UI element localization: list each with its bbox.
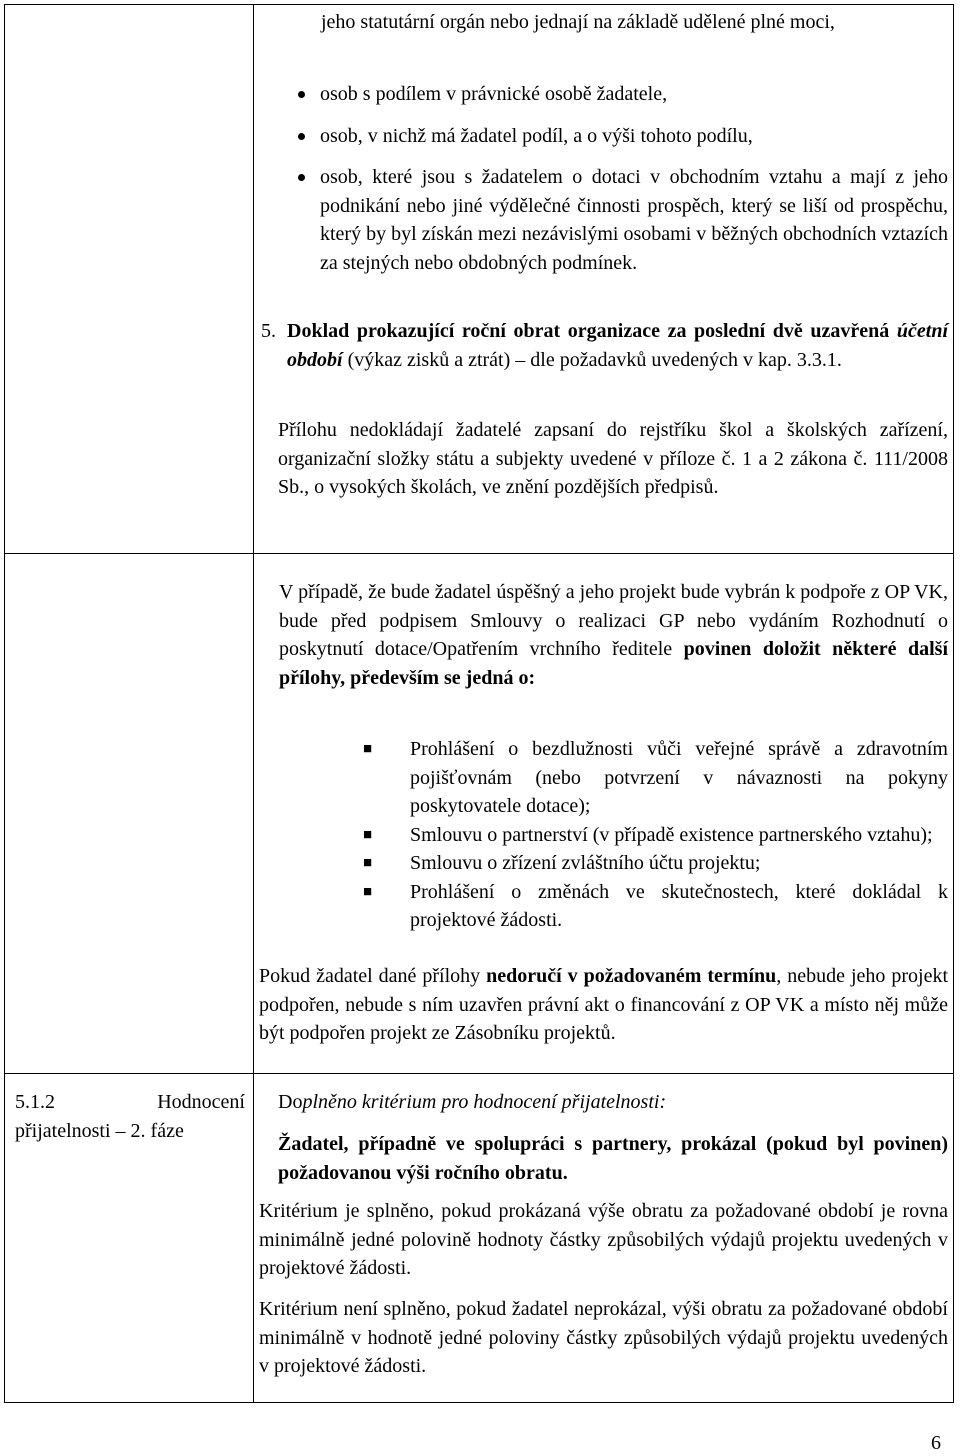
added-criterion-note: Doplněno kritérium pro hodnocení přijatelnosti: — [278, 1091, 667, 1113]
attachments-list — [361, 735, 948, 935]
bullet-square-icon: ■ — [363, 741, 373, 757]
page-number: 6 — [931, 1432, 941, 1454]
item-5-bold: Doklad prokazující roční obrat organizace za poslední dvě uzavřená — [287, 320, 890, 342]
para1-start: V případě, že bude žadatel úspěšný a jeho projekt bude vybrán k podpoře z OP VK, bude před podpisem Smlouvy o realizaci GP nebo vydáním Rozhodnutí o poskytnutí dotace/Opatřením vrchního ředitele — [279, 581, 948, 660]
criterion-text: Žadatel, případně ve spolupráci s partnery, prokázal (pokud byl povinen) požadovanou výši ročního obratu. — [278, 1133, 948, 1184]
item-5-bold-italic: účetní období — [287, 320, 949, 371]
pokud-paragraph: Pokud žadatel dané přílohy nedoručí v požadovaném termínu, nebude jeho projekt podpořen, nebude s ním uzavřen právní akt o financování z OP VK a místo něj může být podpořen projekt ze Zásobníku projektů. — [259, 965, 949, 1044]
list-item: ■ Smlouvu o partnerství (v případě existence partnerského vztahu); — [363, 823, 933, 846]
item-5-rest: (výkaz zisků a ztrát) – dle požadavků uvedených v kap. 3.3.1. — [347, 348, 842, 371]
row-divider — [5, 553, 953, 554]
document-table — [4, 4, 954, 1403]
para1-bold: povinen doložit některé další přílohy, především se jedná o: — [279, 638, 949, 689]
bullet-square-icon: ■ — [363, 826, 373, 843]
item-5 — [261, 317, 948, 374]
list-item: osob, které jsou s žadatelem o dotaci v obchodním vztahu a mají z jeho podnikání nebo jiné výdělečné činnosti prospěch, který se liší od prospěchu, který by byl získán mezi nezávislými osobami v běžných obchodních vztazích za stejných nebo obdobných podmínek. — [298, 163, 948, 277]
bullet-list — [298, 80, 948, 277]
note-text: Přílohu nedokládají žadatelé zapsaní do rejstříku škol a školských zařízení, organizační složky státu a subjekty uvedené v příloze č. 1 a 2 zákona č. 111/2008 Sb., o vysokých školách, ve znění pozdějších předpisů. — [278, 419, 948, 498]
criterion-met: Kritérium je splněno, pokud prokázaná výše obratu za požadované období je rovna minimálně jedné polovině hodnoty částky způsobilých výdajů projektu uvedených v projektové žádosti. — [259, 1200, 948, 1279]
column-divider — [253, 5, 254, 1402]
row-divider — [5, 1073, 953, 1074]
list-item: ■ Prohlášení o bezdlužnosti vůči veřejné správě a zdravotním pojišťovnám (nebo potvrzení v návaznosti na pokyny poskytovatele dotace); — [363, 738, 948, 817]
middle-paragraph — [279, 578, 948, 692]
deadline-bold: nedoručí v požadovaném termínu — [486, 965, 777, 987]
list-item: ■ Smlouvu o zřízení zvláštního účtu projektu; — [363, 852, 761, 874]
bullet-square-icon: ■ — [363, 855, 373, 871]
bullet-square-icon: ■ — [363, 883, 373, 900]
list-item: ■ Prohlášení o změnách ve skutečnostech, které dokládal k projektové žádosti. — [363, 880, 948, 931]
section-label: 5.1.2 Hodnocení přijatelnosti – 2. fáze — [15, 1091, 245, 1142]
criterion-not-met: Kritérium není splněno, pokud žadatel neprokázal, výši obratu za požadované období minimálně v hodnotě jedné poloviny částky způsobilých výdajů projektu uvedených v projektové žádosti. — [259, 1298, 948, 1377]
item-5-number: 5. — [261, 320, 276, 342]
intro-text: jeho statutární orgán nebo jednají na základě udělené plné moci, — [321, 11, 835, 33]
list-item: osob, v nichž má žadatel podíl, a o výši tohoto podílu, — [298, 122, 948, 151]
list-item: osob s podílem v právnické osobě žadatele, — [298, 80, 948, 109]
